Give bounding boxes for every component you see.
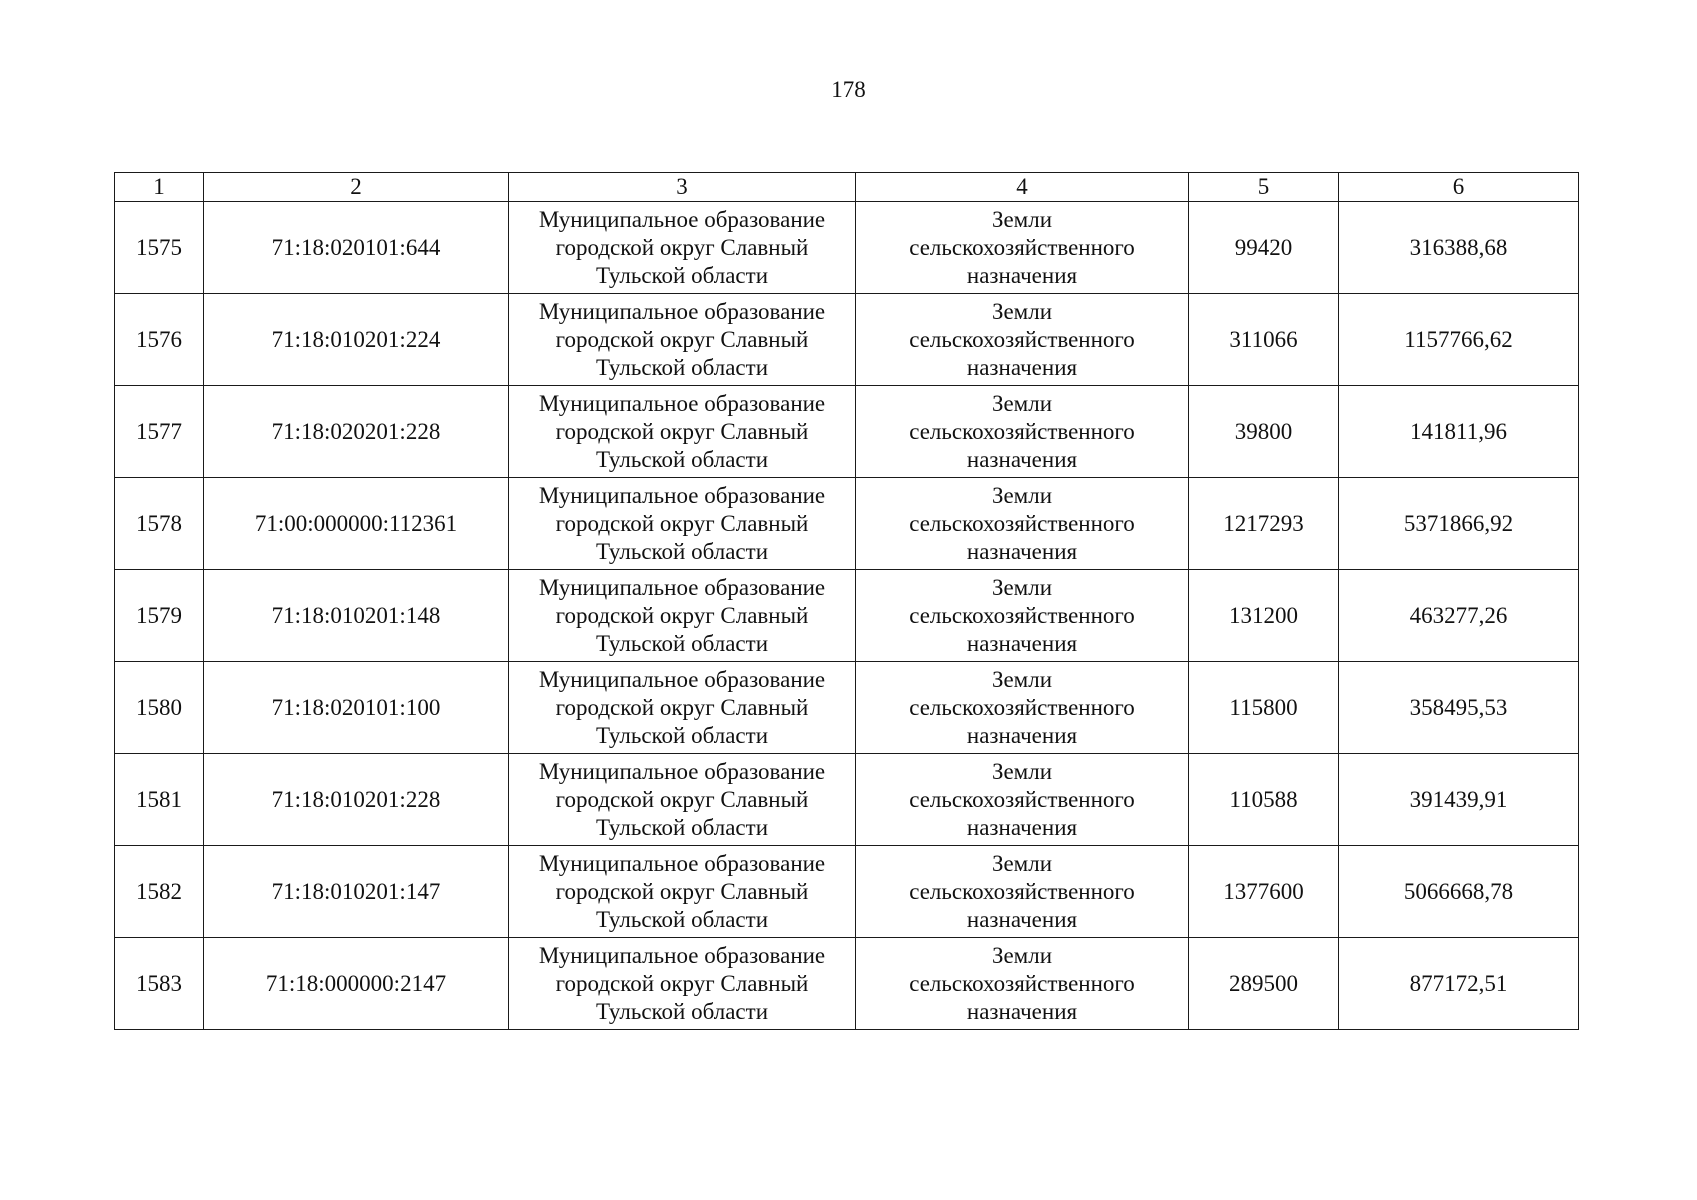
column-header: 5: [1189, 173, 1339, 202]
row-number-cell: 1577: [115, 386, 204, 478]
table-body: [115, 202, 1579, 1030]
land-category-cell: Земли сельскохозяйственного назначения: [856, 386, 1189, 478]
land-category-cell: Земли сельскохозяйственного назначения: [856, 938, 1189, 1030]
owner-cell: Муниципальное образование городской округ Славный Тульской области: [509, 478, 856, 570]
area-cell: 1217293: [1189, 478, 1339, 570]
cadastral-number-cell: 71:00:000000:112361: [204, 478, 509, 570]
header-row: [115, 173, 1579, 202]
cadastral-value-cell: 316388,68: [1339, 202, 1579, 294]
cadastral-value-cell: 5371866,92: [1339, 478, 1579, 570]
column-header: 3: [509, 173, 856, 202]
owner-cell: Муниципальное образование городской округ Славный Тульской области: [509, 386, 856, 478]
land-category-cell: Земли сельскохозяйственного назначения: [856, 662, 1189, 754]
area-cell: 39800: [1189, 386, 1339, 478]
owner-cell: Муниципальное образование городской округ Славный Тульской области: [509, 662, 856, 754]
column-header: 4: [856, 173, 1189, 202]
cadastral-number-cell: 71:18:020101:100: [204, 662, 509, 754]
land-category-cell: Земли сельскохозяйственного назначения: [856, 846, 1189, 938]
owner-cell: Муниципальное образование городской округ Славный Тульской области: [509, 570, 856, 662]
table-row: [115, 386, 1579, 478]
area-cell: 110588: [1189, 754, 1339, 846]
area-cell: 311066: [1189, 294, 1339, 386]
cadastral-number-cell: 71:18:010201:224: [204, 294, 509, 386]
land-category-cell: Земли сельскохозяйственного назначения: [856, 202, 1189, 294]
row-number-cell: 1581: [115, 754, 204, 846]
row-number-cell: 1576: [115, 294, 204, 386]
cadastral-value-cell: 5066668,78: [1339, 846, 1579, 938]
column-header: 6: [1339, 173, 1579, 202]
owner-cell: Муниципальное образование городской округ Славный Тульской области: [509, 754, 856, 846]
cadastral-number-cell: 71:18:000000:2147: [204, 938, 509, 1030]
area-cell: 115800: [1189, 662, 1339, 754]
row-number-cell: 1582: [115, 846, 204, 938]
area-cell: 99420: [1189, 202, 1339, 294]
cadastral-value-cell: 877172,51: [1339, 938, 1579, 1030]
column-header: 2: [204, 173, 509, 202]
row-number-cell: 1575: [115, 202, 204, 294]
owner-cell: Муниципальное образование городской округ Славный Тульской области: [509, 202, 856, 294]
area-cell: 289500: [1189, 938, 1339, 1030]
cadastral-value-cell: 463277,26: [1339, 570, 1579, 662]
table-row: [115, 846, 1579, 938]
table-row: [115, 478, 1579, 570]
cadastral-number-cell: 71:18:010201:228: [204, 754, 509, 846]
land-registry-table: [114, 172, 1579, 1030]
cadastral-number-cell: 71:18:020101:644: [204, 202, 509, 294]
table-row: [115, 662, 1579, 754]
owner-cell: Муниципальное образование городской округ Славный Тульской области: [509, 294, 856, 386]
cadastral-value-cell: 1157766,62: [1339, 294, 1579, 386]
area-cell: 1377600: [1189, 846, 1339, 938]
row-number-cell: 1579: [115, 570, 204, 662]
owner-cell: Муниципальное образование городской округ Славный Тульской области: [509, 938, 856, 1030]
cadastral-number-cell: 71:18:020201:228: [204, 386, 509, 478]
column-header: 1: [115, 173, 204, 202]
land-category-cell: Земли сельскохозяйственного назначения: [856, 754, 1189, 846]
owner-cell: Муниципальное образование городской округ Славный Тульской области: [509, 846, 856, 938]
cadastral-value-cell: 141811,96: [1339, 386, 1579, 478]
table-row: [115, 938, 1579, 1030]
table-row: [115, 294, 1579, 386]
row-number-cell: 1583: [115, 938, 204, 1030]
table-row: [115, 202, 1579, 294]
land-category-cell: Земли сельскохозяйственного назначения: [856, 478, 1189, 570]
cadastral-number-cell: 71:18:010201:148: [204, 570, 509, 662]
table-row: [115, 754, 1579, 846]
row-number-cell: 1578: [115, 478, 204, 570]
cadastral-value-cell: 358495,53: [1339, 662, 1579, 754]
table-header: [115, 173, 1579, 202]
page-number: 178: [831, 77, 866, 102]
cadastral-value-cell: 391439,91: [1339, 754, 1579, 846]
land-category-cell: Земли сельскохозяйственного назначения: [856, 294, 1189, 386]
table-row: [115, 570, 1579, 662]
area-cell: 131200: [1189, 570, 1339, 662]
land-category-cell: Земли сельскохозяйственного назначения: [856, 570, 1189, 662]
cadastral-number-cell: 71:18:010201:147: [204, 846, 509, 938]
row-number-cell: 1580: [115, 662, 204, 754]
